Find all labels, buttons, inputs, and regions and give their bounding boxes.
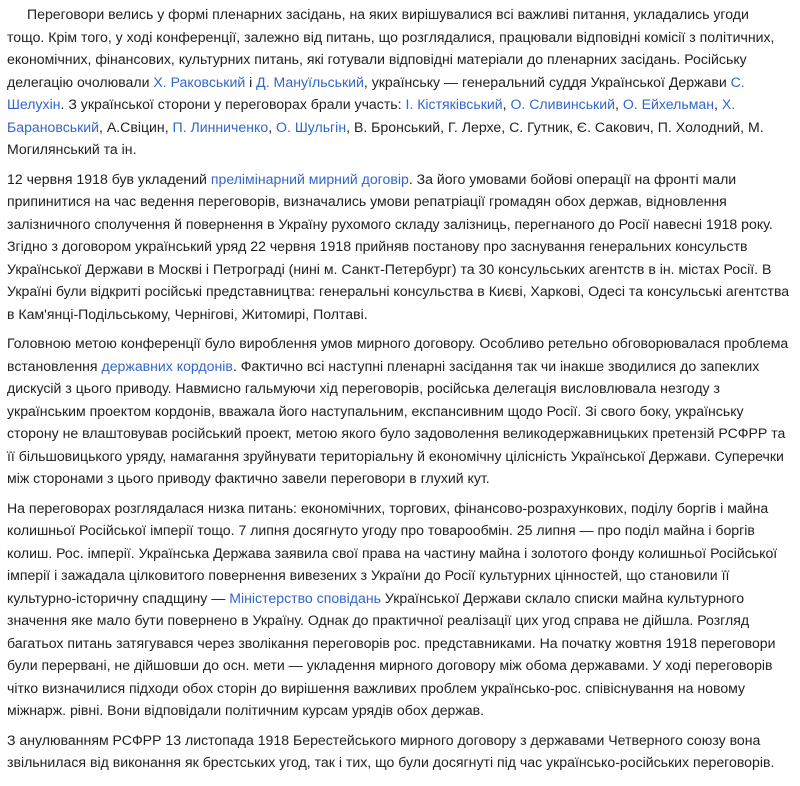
paragraph-text: , В. Бронський, Г. Лерхе, С. Гутник, Є. Сакович, П. Холодний, М. Могилянський та ін. (7, 118, 764, 157)
paragraph-economic-issues (7, 497, 790, 722)
wiki-link[interactable]: прелімінарний мирний договір (210, 170, 409, 187)
paragraph-border-issue (7, 332, 790, 490)
wiki-link[interactable]: Міністерство сповідань (229, 589, 381, 606)
paragraph-text: , (502, 96, 511, 112)
paragraph-text: На переговорах розглядалася низка питань: економічних, торгових, фінансово-розрахункових, поділу боргів і майна колишньої Російської імперії тощо. 7 липня досягнуто угоду про товарообмін. 25 липня — про поділ майна і боргів колиш. Рос. імперії. Українська Держава заявила свої права на частину майна і золотого фонду колишньої Російської імперії і зажадала цілковитого повернення вивезених з України до Росії культурних цінностей, що становили її культурно-історичну спадщину — (7, 499, 778, 606)
paragraph-text: 12 червня 1918 був укладений (7, 170, 211, 187)
wiki-link[interactable]: П. Линниченко (172, 118, 269, 135)
paragraph-text: . З української сторони у переговорах брали участь: (60, 96, 406, 112)
paragraph-text: , українську — генеральний суддя Української Держави (363, 73, 731, 90)
wiki-link[interactable]: О. Шульгін (276, 118, 347, 135)
paragraph-text: , (268, 118, 277, 135)
paragraph-text: , (714, 96, 722, 112)
paragraph-text: Головною метою конференції було вироблення умов мирного договору. Особливо ретельно обговорювалася проблема встановлення (7, 335, 789, 374)
wiki-link[interactable]: С. Шелухін (7, 73, 745, 112)
wiki-link[interactable]: Х. Раковський (153, 73, 246, 90)
wiki-link[interactable]: О. Сливинський (510, 96, 615, 112)
paragraph-treaty-annulment (7, 729, 790, 774)
wiki-link[interactable]: Х. Барановський (7, 96, 736, 135)
paragraph-text: і (245, 73, 257, 90)
wiki-link[interactable]: І. Кістяківський (405, 96, 503, 112)
wiki-link[interactable]: О. Ейхельман (622, 96, 715, 112)
paragraph-text: Української Держави склало списки майна культурного значення яке мало бути повернено в Україну. Однак до практичної реалізації цих угод справа не дійшла. Розгляд багатьох питань затягувався через зволікання переговорів рос. представниками. На початку жовтня 1918 переговори були перервані, не дійшовши до осн. мети — укладення мирного договору між обома державами. У ході переговорів чітко визначилися підходи обох сторін до вирішення важливих проблем українсько-рос. співіснування на новому міжнарж. рівні. Вони відповідали політичним курсам урядів обох держав. (7, 589, 776, 718)
wiki-link[interactable]: державних кордонів (101, 357, 233, 374)
paragraph-text: . За його умовами бойові операції на фронті мали припинитися на час ведення переговорів, визначались умови репатріації громадян обох держав, відновлення залізничного сполучення й повернення в Україну рухомого складу залізниць, перегнаного до Росії навесні 1918 року. Згідно з договором український уряд 22 червня 1918 прийняв постанову про заснування генеральних консульств Української Держави в Москві і Петрограді (нині м. Санкт-Петербург) та 30 консульських агентств в ін. містах Росії. В Україні були відкриті російські представництва: генеральні консульства в Києві, Харкові, Одесі та консульські агентства в Кам'янці-Подільському, Чернігові, Житомирі, Полтаві. (7, 170, 790, 322)
paragraph-preliminary-treaty (7, 168, 790, 326)
paragraph-text: Переговори велись у формі пленарних засідань, на яких вирішувалися всі важливі питання, укладались угоди тощо. Крім того, у ході конференції, залежно від питань, що розглядалися, працювали відповідні комісії з політичних, економічних, фінансових, культурних питань, які готували відповідні матеріали до пленарних засідань. Російську делегацію очолювали (7, 6, 775, 90)
paragraph-text: , (614, 96, 623, 112)
wiki-link[interactable]: Д. Мануїльський (256, 73, 364, 90)
paragraph-negotiation-format (7, 3, 790, 161)
paragraph-text: . Фактично всі наступні пленарні засідання так чи інакше зводилися до запеклих дискусій з цього приводу. Навмисно гальмуючи хід переговорів, російська делегація висловлювала незгоду з українським проектом кордонів, вважала його наступальним, експансивним щодо Росії. Зі свого боку, українську сторону не влаштовував російський проект, метою якого було задоволення великодержавницьких претензій РСФРР та її більшовицького уряду, намагання зруйнувати територіальну й економічну цілісність Української Держави. Суперечки між сторонами з цього приводу фактично завели переговори в глухий кут. (7, 357, 786, 486)
paragraph-text: , А.Свіцин, (99, 118, 173, 135)
paragraph-text: З анулюванням РСФРР 13 листопада 1918 Берестейського мирного договору з державами Четверного союзу вона звільнилася від виконання як брестських угод, так і тих, що були досягнуті під час українсько-російських переговорів. (7, 731, 775, 770)
